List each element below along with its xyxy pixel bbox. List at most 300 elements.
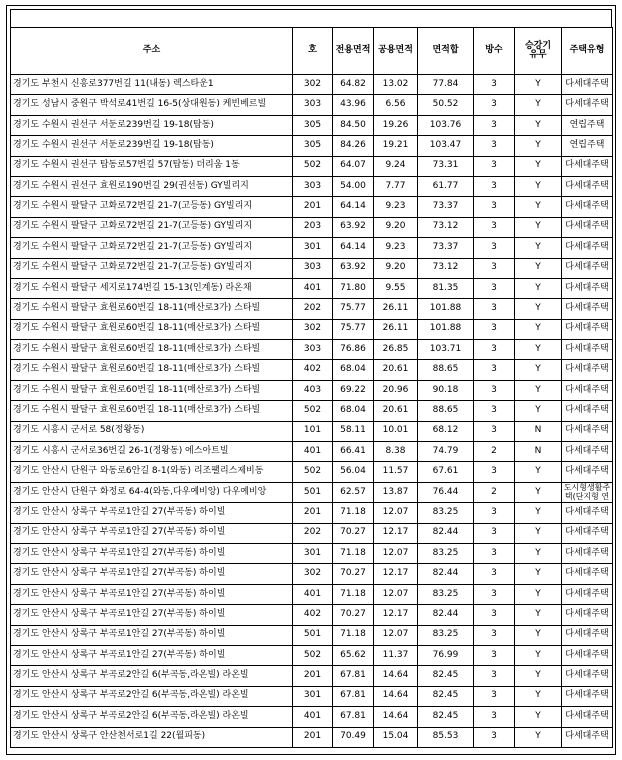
cell-elevator: Y [515,666,562,686]
cell-address: 경기도 수원시 팔달구 효원로60번길 18-11(매산로3가) 스타빌 [11,299,293,319]
cell-total-area: 82.45 [418,707,474,727]
cell-elevator: Y [515,197,562,217]
cell-address: 경기도 안산시 상록구 부곡로1안길 27(부곡동) 하이빌 [11,543,293,563]
cell-unit: 401 [293,278,333,298]
header-elevator: 승강기 유무 [515,28,562,75]
cell-total-area: 76.99 [418,645,474,665]
cell-rooms: 3 [474,299,515,319]
cell-exclusive-area: 76.86 [333,340,374,360]
cell-total-area: 73.37 [418,197,474,217]
housing-table [10,27,613,748]
cell-rooms: 3 [474,340,515,360]
cell-address: 경기도 수원시 팔달구 효원로60번길 18-11(매산로3가) 스타빌 [11,401,293,421]
cell-unit: 203 [293,217,333,237]
cell-exclusive-area: 70.27 [333,605,374,625]
cell-exclusive-area: 71.18 [333,625,374,645]
cell-housing-type: 다세대주택 [562,95,613,115]
cell-common-area: 9.20 [374,217,418,237]
cell-exclusive-area: 58.11 [333,421,374,441]
cell-housing-type: 다세대주택 [562,299,613,319]
table-row [11,299,613,319]
cell-unit: 305 [293,136,333,156]
cell-housing-type: 다세대주택 [562,625,613,645]
cell-housing-type: 도시형생활주택(단지형 연 [562,482,613,502]
cell-housing-type: 다세대주택 [562,727,613,747]
cell-housing-type: 다세대주택 [562,401,613,421]
cell-elevator: Y [515,176,562,196]
cell-address: 경기도 수원시 팔달구 고화로72번길 21-7(고등동) GY빌리지 [11,217,293,237]
cell-address: 경기도 수원시 권선구 탑동로57번길 57(탑동) 더리움 1동 [11,156,293,176]
cell-elevator: N [515,421,562,441]
cell-rooms: 2 [474,442,515,462]
cell-total-area: 103.76 [418,115,474,135]
table-row [11,176,613,196]
cell-elevator: Y [515,238,562,258]
cell-address: 경기도 수원시 팔달구 효원로60번길 18-11(매산로3가) 스타빌 [11,319,293,339]
cell-address: 경기도 안산시 단원구 화정로 64-4(와동,다우예비앙) 다우예비앙 [11,482,293,502]
cell-total-area: 103.47 [418,136,474,156]
cell-unit: 101 [293,421,333,441]
cell-address: 경기도 안산시 상록구 부곡로2안길 6(부곡동,라온빌) 라온빌 [11,686,293,706]
cell-housing-type: 다세대주택 [562,686,613,706]
cell-common-area: 9.20 [374,258,418,278]
cell-rooms: 3 [474,156,515,176]
cell-address: 경기도 수원시 팔달구 효원로60번길 18-11(매산로3가) 스타빌 [11,340,293,360]
cell-total-area: 88.65 [418,401,474,421]
cell-address: 경기도 수원시 팔달구 고화로72번길 21-7(고등동) GY빌리지 [11,238,293,258]
cell-housing-type: 다세대주택 [562,75,613,95]
cell-address: 경기도 수원시 권선구 서둔로239번길 19-18(탑동) [11,115,293,135]
cell-total-area: 73.12 [418,258,474,278]
cell-address: 경기도 안산시 상록구 부곡로1안길 27(부곡동) 하이빌 [11,645,293,665]
cell-total-area: 68.12 [418,421,474,441]
table-row [11,258,613,278]
cell-total-area: 73.37 [418,238,474,258]
table-row [11,707,613,727]
cell-total-area: 82.44 [418,564,474,584]
table-row [11,421,613,441]
cell-elevator: Y [515,707,562,727]
cell-unit: 202 [293,299,333,319]
cell-common-area: 11.57 [374,462,418,482]
cell-total-area: 82.45 [418,666,474,686]
cell-address: 경기도 수원시 팔달구 효원로60번길 18-11(매산로3가) 스타빌 [11,380,293,400]
cell-housing-type: 다세대주택 [562,217,613,237]
header-housing-type: 주택유형 [562,28,613,75]
cell-unit: 302 [293,75,333,95]
cell-housing-type: 다세대주택 [562,707,613,727]
cell-total-area: 83.25 [418,584,474,604]
cell-address: 경기도 안산시 단원구 와동로6안길 8-1(와동) 리조팰리스제비동 [11,462,293,482]
cell-unit: 501 [293,625,333,645]
cell-address: 경기도 안산시 상록구 부곡로1안길 27(부곡동) 하이빌 [11,564,293,584]
cell-elevator: Y [515,340,562,360]
cell-housing-type: 다세대주택 [562,564,613,584]
cell-housing-type: 다세대주택 [562,258,613,278]
cell-common-area: 12.07 [374,584,418,604]
cell-total-area: 77.84 [418,75,474,95]
cell-unit: 301 [293,686,333,706]
cell-common-area: 12.07 [374,543,418,563]
cell-address: 경기도 수원시 팔달구 고화로72번길 21-7(고등동) GY빌리지 [11,258,293,278]
cell-address: 경기도 안산시 상록구 부곡로1안길 27(부곡동) 하이빌 [11,584,293,604]
cell-unit: 201 [293,503,333,523]
cell-total-area: 103.71 [418,340,474,360]
cell-housing-type: 다세대주택 [562,645,613,665]
cell-elevator: Y [515,258,562,278]
cell-exclusive-area: 70.27 [333,523,374,543]
cell-exclusive-area: 56.04 [333,462,374,482]
cell-elevator: Y [515,380,562,400]
cell-total-area: 76.44 [418,482,474,502]
cell-total-area: 73.12 [418,217,474,237]
cell-common-area: 12.07 [374,625,418,645]
cell-address: 경기도 시흥시 군서로36번길 26-1(정왕동) 에스아트빌 [11,442,293,462]
cell-housing-type: 다세대주택 [562,319,613,339]
cell-unit: 201 [293,197,333,217]
cell-rooms: 3 [474,136,515,156]
cell-exclusive-area: 64.14 [333,197,374,217]
cell-unit: 502 [293,645,333,665]
cell-elevator: Y [515,543,562,563]
cell-elevator: Y [515,278,562,298]
cell-elevator: Y [515,584,562,604]
table-row [11,543,613,563]
cell-unit: 401 [293,584,333,604]
cell-housing-type: 다세대주택 [562,442,613,462]
cell-address: 경기도 안산시 상록구 부곡로1안길 27(부곡동) 하이빌 [11,503,293,523]
table-row [11,380,613,400]
cell-common-area: 13.02 [374,75,418,95]
cell-rooms: 3 [474,605,515,625]
table-row [11,360,613,380]
cell-housing-type: 다세대주택 [562,380,613,400]
header-exclusive-area: 전용면적 [333,28,374,75]
cell-address: 경기도 시흥시 군서로 58(정왕동) [11,421,293,441]
cell-elevator: Y [515,686,562,706]
cell-common-area: 12.17 [374,564,418,584]
cell-rooms: 3 [474,380,515,400]
cell-address: 경기도 안산시 상록구 부곡로1안길 27(부곡동) 하이빌 [11,605,293,625]
cell-rooms: 3 [474,75,515,95]
cell-elevator: Y [515,217,562,237]
cell-address: 경기도 부천시 신흥로377번길 11(내동) 렉스타운1 [11,75,293,95]
cell-unit: 303 [293,176,333,196]
table-row [11,319,613,339]
cell-housing-type: 연립주택 [562,136,613,156]
cell-total-area: 83.25 [418,543,474,563]
cell-unit: 402 [293,605,333,625]
cell-elevator: Y [515,645,562,665]
cell-rooms: 3 [474,503,515,523]
cell-housing-type: 다세대주택 [562,584,613,604]
cell-rooms: 3 [474,360,515,380]
cell-exclusive-area: 75.77 [333,319,374,339]
cell-elevator: Y [515,605,562,625]
cell-common-area: 26.11 [374,319,418,339]
cell-common-area: 7.77 [374,176,418,196]
cell-housing-type: 다세대주택 [562,605,613,625]
cell-elevator: Y [515,299,562,319]
cell-rooms: 3 [474,707,515,727]
cell-unit: 303 [293,340,333,360]
cell-rooms: 3 [474,543,515,563]
cell-total-area: 50.52 [418,95,474,115]
cell-total-area: 101.88 [418,299,474,319]
cell-total-area: 67.61 [418,462,474,482]
cell-elevator: Y [515,523,562,543]
cell-exclusive-area: 71.18 [333,503,374,523]
cell-total-area: 83.25 [418,625,474,645]
cell-unit: 202 [293,523,333,543]
cell-exclusive-area: 68.04 [333,401,374,421]
cell-common-area: 19.21 [374,136,418,156]
cell-elevator: Y [515,727,562,747]
table-row [11,75,613,95]
cell-rooms: 3 [474,217,515,237]
cell-housing-type: 다세대주택 [562,156,613,176]
cell-rooms: 3 [474,278,515,298]
cell-rooms: 3 [474,401,515,421]
table-row [11,115,613,135]
table-row [11,625,613,645]
table-row [11,605,613,625]
cell-total-area: 90.18 [418,380,474,400]
table-row [11,645,613,665]
cell-elevator: Y [515,360,562,380]
cell-unit: 402 [293,360,333,380]
cell-rooms: 2 [474,482,515,502]
table-row [11,564,613,584]
cell-unit: 201 [293,666,333,686]
cell-unit: 303 [293,258,333,278]
cell-rooms: 3 [474,115,515,135]
document-sheet [6,5,616,755]
cell-exclusive-area: 43.96 [333,95,374,115]
cell-exclusive-area: 63.92 [333,258,374,278]
table-row [11,503,613,523]
cell-address: 경기도 안산시 상록구 부곡로1안길 27(부곡동) 하이빌 [11,625,293,645]
cell-common-area: 11.37 [374,645,418,665]
cell-address: 경기도 안산시 상록구 부곡로1안길 27(부곡동) 하이빌 [11,523,293,543]
cell-rooms: 3 [474,319,515,339]
cell-common-area: 14.64 [374,686,418,706]
header-common-area: 공용면적 [374,28,418,75]
cell-exclusive-area: 66.41 [333,442,374,462]
cell-exclusive-area: 64.14 [333,238,374,258]
cell-common-area: 9.55 [374,278,418,298]
cell-rooms: 3 [474,666,515,686]
table-row [11,197,613,217]
cell-common-area: 12.17 [374,605,418,625]
cell-exclusive-area: 64.07 [333,156,374,176]
cell-exclusive-area: 75.77 [333,299,374,319]
table-row [11,686,613,706]
table-row [11,136,613,156]
cell-total-area: 85.53 [418,727,474,747]
cell-rooms: 3 [474,462,515,482]
cell-exclusive-area: 71.18 [333,543,374,563]
table-row [11,340,613,360]
cell-common-area: 14.64 [374,666,418,686]
cell-address: 경기도 수원시 팔달구 세지로174번길 15-13(인계동) 라온채 [11,278,293,298]
cell-address: 경기도 수원시 팔달구 효원로60번길 18-11(매산로3가) 스타빌 [11,360,293,380]
cell-elevator: Y [515,482,562,502]
cell-rooms: 3 [474,686,515,706]
cell-elevator: Y [515,95,562,115]
cell-exclusive-area: 70.49 [333,727,374,747]
cell-unit: 302 [293,319,333,339]
cell-housing-type: 다세대주택 [562,666,613,686]
cell-unit: 401 [293,442,333,462]
table-row [11,442,613,462]
cell-housing-type: 다세대주택 [562,197,613,217]
cell-address: 경기도 수원시 권선구 서둔로239번길 19-18(탑동) [11,136,293,156]
cell-total-area: 73.31 [418,156,474,176]
table-row [11,217,613,237]
cell-total-area: 82.44 [418,605,474,625]
cell-elevator: Y [515,625,562,645]
cell-housing-type: 다세대주택 [562,176,613,196]
cell-common-area: 9.23 [374,238,418,258]
cell-total-area: 82.45 [418,686,474,706]
table-row [11,482,613,502]
cell-common-area: 9.24 [374,156,418,176]
cell-exclusive-area: 67.81 [333,686,374,706]
cell-housing-type: 다세대주택 [562,238,613,258]
cell-elevator: Y [515,401,562,421]
cell-unit: 401 [293,707,333,727]
cell-common-area: 20.96 [374,380,418,400]
cell-unit: 301 [293,543,333,563]
cell-common-area: 20.61 [374,360,418,380]
cell-total-area: 88.65 [418,360,474,380]
cell-exclusive-area: 71.18 [333,584,374,604]
cell-exclusive-area: 54.00 [333,176,374,196]
table-row [11,401,613,421]
cell-total-area: 82.44 [418,523,474,543]
cell-address: 경기도 수원시 권선구 효원로190번길 29(권선동) GY빌리지 [11,176,293,196]
cell-unit: 403 [293,380,333,400]
cell-unit: 502 [293,462,333,482]
cell-address: 경기도 안산시 상록구 안산천서로1길 22(월피동) [11,727,293,747]
cell-exclusive-area: 63.92 [333,217,374,237]
cell-rooms: 3 [474,95,515,115]
cell-unit: 201 [293,727,333,747]
cell-housing-type: 다세대주택 [562,523,613,543]
cell-common-area: 14.64 [374,707,418,727]
table-row [11,666,613,686]
cell-rooms: 3 [474,584,515,604]
cell-common-area: 12.07 [374,503,418,523]
cell-exclusive-area: 65.62 [333,645,374,665]
cell-address: 경기도 안산시 상록구 부곡로2안길 6(부곡동,라온빌) 라온빌 [11,666,293,686]
cell-housing-type: 다세대주택 [562,278,613,298]
cell-elevator: Y [515,564,562,584]
cell-exclusive-area: 84.50 [333,115,374,135]
cell-rooms: 3 [474,727,515,747]
cell-address: 경기도 성남시 중원구 박석로41번길 16-5(상대원동) 케빈베르빌 [11,95,293,115]
cell-common-area: 19.26 [374,115,418,135]
cell-housing-type: 연립주택 [562,115,613,135]
cell-common-area: 8.38 [374,442,418,462]
cell-elevator: Y [515,503,562,523]
cell-elevator: Y [515,319,562,339]
cell-total-area: 81.35 [418,278,474,298]
cell-housing-type: 다세대주택 [562,360,613,380]
cell-elevator: Y [515,115,562,135]
header-rooms: 방수 [474,28,515,75]
cell-rooms: 3 [474,421,515,441]
cell-common-area: 13.87 [374,482,418,502]
table-row [11,238,613,258]
cell-common-area: 12.17 [374,523,418,543]
cell-exclusive-area: 71.80 [333,278,374,298]
cell-rooms: 3 [474,523,515,543]
cell-common-area: 6.56 [374,95,418,115]
table-row [11,523,613,543]
cell-unit: 302 [293,564,333,584]
cell-exclusive-area: 70.27 [333,564,374,584]
cell-elevator: N [515,442,562,462]
cell-address: 경기도 수원시 팔달구 고화로72번길 21-7(고등동) GY빌리지 [11,197,293,217]
cell-total-area: 74.79 [418,442,474,462]
cell-rooms: 3 [474,197,515,217]
cell-housing-type: 다세대주택 [562,543,613,563]
header-address: 주소 [11,28,293,75]
header-row [11,28,613,75]
cell-common-area: 15.04 [374,727,418,747]
cell-exclusive-area: 69.22 [333,380,374,400]
cell-unit: 501 [293,482,333,502]
cell-common-area: 26.85 [374,340,418,360]
table-banner [10,9,612,27]
cell-elevator: Y [515,75,562,95]
cell-total-area: 101.88 [418,319,474,339]
cell-exclusive-area: 64.82 [333,75,374,95]
cell-rooms: 3 [474,564,515,584]
cell-common-area: 26.11 [374,299,418,319]
cell-rooms: 3 [474,176,515,196]
cell-exclusive-area: 62.57 [333,482,374,502]
cell-unit: 301 [293,238,333,258]
cell-common-area: 9.23 [374,197,418,217]
table-row [11,727,613,747]
header-unit: 호 [293,28,333,75]
cell-rooms: 3 [474,625,515,645]
cell-unit: 305 [293,115,333,135]
table-row [11,278,613,298]
cell-address: 경기도 안산시 상록구 부곡로2안길 6(부곡동,라온빌) 라온빌 [11,707,293,727]
cell-exclusive-area: 67.81 [333,666,374,686]
table-row [11,462,613,482]
header-total-area: 면적합 [418,28,474,75]
table-row [11,584,613,604]
cell-exclusive-area: 68.04 [333,360,374,380]
cell-housing-type: 다세대주택 [562,503,613,523]
table-row [11,95,613,115]
cell-unit: 502 [293,401,333,421]
cell-elevator: Y [515,136,562,156]
cell-housing-type: 다세대주택 [562,421,613,441]
cell-unit: 303 [293,95,333,115]
cell-rooms: 3 [474,258,515,278]
cell-housing-type: 다세대주택 [562,340,613,360]
cell-elevator: Y [515,462,562,482]
table-row [11,156,613,176]
cell-common-area: 10.01 [374,421,418,441]
cell-rooms: 3 [474,645,515,665]
